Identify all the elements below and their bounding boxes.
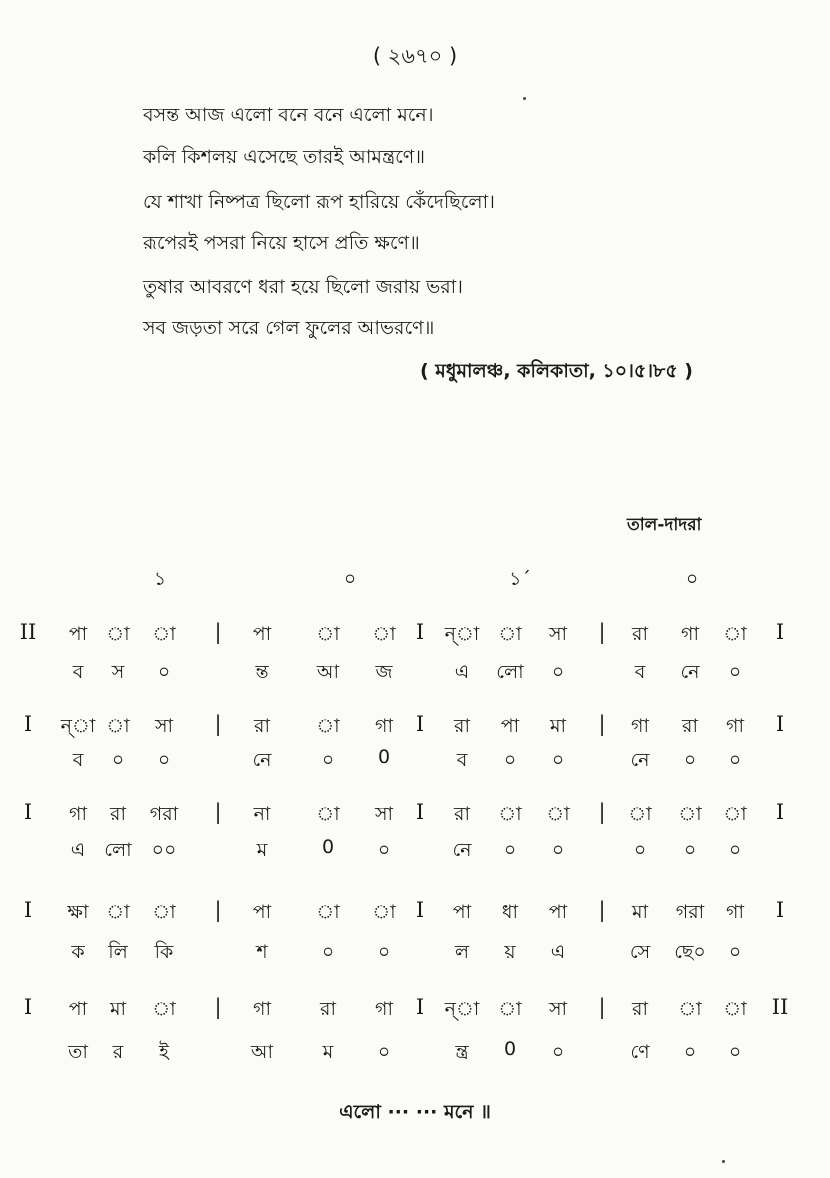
swara-note: া: [498, 623, 522, 645]
swara-note: া: [498, 803, 522, 825]
lyric-syllable: ০: [321, 941, 335, 963]
lyric-syllable: ব: [72, 661, 84, 683]
lyric-syllable: ন্ত্র: [455, 1041, 469, 1063]
swara-note: পা: [68, 998, 88, 1020]
lyric-syllable: ব: [72, 749, 84, 771]
lyric-syllable: ০: [551, 839, 565, 861]
swara-note: সা: [548, 623, 568, 645]
swara-note: া: [723, 623, 747, 645]
lyric-syllable: শ: [256, 941, 268, 963]
swara-note: গরা: [149, 803, 179, 825]
syllable-row: [0, 658, 830, 694]
swara-note: গা: [253, 998, 271, 1020]
lyric-syllable: ন্ত: [255, 661, 269, 683]
lyric-syllable: ব: [456, 749, 468, 771]
swara-note: ক্ষা: [67, 901, 89, 923]
swara-note: া: [546, 803, 570, 825]
beat-mark: ০: [343, 568, 357, 590]
swara-note: ধা: [501, 901, 519, 923]
swara-note: পা: [548, 901, 568, 923]
bar-line: I: [775, 620, 785, 644]
bar-line: II: [771, 995, 789, 1019]
swara-note: রা: [682, 715, 698, 737]
lyric-syllable: ০: [683, 1041, 697, 1063]
lyric-line: তুষার আবরণে ধরা হয়ে ছিলো জরায় ভরা।: [143, 276, 463, 298]
swara-note: গা: [681, 623, 699, 645]
bar-line: |: [598, 712, 606, 736]
lyric-line: সব জড়তা সরে গেল ফুলের আভরণে॥: [143, 317, 435, 339]
closing-line: এলো ··· ··· মনে ॥: [339, 1101, 491, 1123]
lyric-syllable: ০: [321, 749, 335, 771]
lyric-syllable: ০: [728, 749, 742, 771]
lyric-syllable: আ: [250, 1041, 274, 1063]
bar-line: II: [19, 620, 37, 644]
tala-label: তাল-দাদরা: [627, 515, 702, 535]
swara-note: রা: [254, 715, 270, 737]
swara-note: গা: [375, 715, 393, 737]
lyric-line: কলি কিশলয় এসেছে তারই আমন্ত্রণে॥: [143, 146, 426, 168]
swara-note: া: [372, 623, 396, 645]
lyric-syllable: ০: [157, 749, 171, 771]
lyric-syllable: ০: [683, 839, 697, 861]
lyric-syllable: লো: [496, 661, 524, 683]
lyric-syllable: ০: [377, 941, 391, 963]
swara-note: রা: [454, 803, 470, 825]
lyric-syllable: এ: [70, 839, 86, 861]
swara-note: া: [723, 803, 747, 825]
swara-note: পা: [500, 715, 520, 737]
source-citation: ( মধুমালঞ্চ, কলিকাতা, ১০।৫।৮৫ ): [420, 360, 693, 382]
lyric-syllable: এ: [550, 941, 566, 963]
lyric-syllable: নে: [630, 749, 650, 771]
lyric-syllable: ০: [377, 839, 391, 861]
lyric-syllable: লি: [108, 941, 128, 963]
swara-row: [0, 995, 830, 1031]
bar-line: |: [214, 712, 222, 736]
swara-note: া: [316, 623, 340, 645]
beat-mark: ১: [153, 568, 167, 590]
swara-note: া: [628, 803, 652, 825]
bar-line: |: [598, 800, 606, 824]
lyric-syllable: ০: [503, 839, 517, 861]
swara-note: রা: [632, 998, 648, 1020]
swara-note: গা: [631, 715, 649, 737]
swara-note: সা: [374, 803, 394, 825]
swara-row: [0, 712, 830, 748]
lyric-syllable: লো: [104, 839, 132, 861]
lyric-syllable: আ: [316, 661, 340, 683]
lyric-syllable: ০: [377, 1041, 391, 1063]
bar-line: I: [415, 712, 425, 736]
swara-note: না: [253, 803, 271, 825]
lyric-syllable: ছে০: [674, 941, 706, 963]
swara-note: া: [678, 803, 702, 825]
lyric-syllable: তা: [68, 1041, 88, 1063]
lyric-syllable: নে: [680, 661, 700, 683]
lyric-syllable: ক: [71, 941, 85, 963]
lyric-syllable: ণে: [630, 1041, 650, 1063]
bar-line: I: [23, 800, 33, 824]
swara-note: পা: [252, 901, 272, 923]
lyric-syllable: নে: [452, 839, 472, 861]
lyric-syllable: 0: [321, 836, 335, 858]
swara-note: া: [152, 901, 176, 923]
bar-line: |: [214, 800, 222, 824]
page-number: ( ২৬৭০ ): [372, 44, 458, 68]
lyric-syllable: ০: [683, 749, 697, 771]
lyric-syllable: 0: [503, 1038, 517, 1060]
lyric-syllable: স: [111, 661, 125, 683]
swara-row: [0, 620, 830, 656]
lyric-syllable: জ: [375, 661, 393, 683]
swara-note: ন্া: [60, 715, 96, 737]
lyric-syllable: ০: [728, 661, 742, 683]
lyric-syllable: ল: [454, 941, 470, 963]
swara-note: া: [723, 998, 747, 1020]
swara-note: মা: [109, 998, 127, 1020]
swara-note: া: [152, 623, 176, 645]
lyric-syllable: ০: [551, 661, 565, 683]
bar-line: I: [775, 898, 785, 922]
swara-note: া: [106, 623, 130, 645]
swara-note: রা: [110, 803, 126, 825]
swara-note: ন্া: [444, 998, 480, 1020]
lyric-syllable: ০: [633, 839, 647, 861]
bar-line: I: [415, 995, 425, 1019]
swara-note: রা: [454, 715, 470, 737]
swara-note: মা: [549, 715, 567, 737]
beat-mark: ০: [685, 568, 699, 590]
swara-note: া: [372, 901, 396, 923]
bar-line: I: [23, 712, 33, 736]
lyric-syllable: ০: [728, 941, 742, 963]
lyric-syllable: নে: [252, 749, 272, 771]
lyric-syllable: ০: [111, 749, 125, 771]
lyric-syllable: 0: [377, 746, 391, 768]
lyric-syllable: য়: [504, 941, 516, 963]
swara-note: মা: [631, 901, 649, 923]
lyric-syllable: কি: [154, 941, 174, 963]
swara-note: রা: [632, 623, 648, 645]
swara-note: সা: [548, 998, 568, 1020]
lyric-syllable: ম: [256, 839, 268, 861]
swara-note: া: [678, 998, 702, 1020]
lyric-syllable: ০: [551, 749, 565, 771]
lyric-syllable: ০: [503, 749, 517, 771]
swara-note: া: [316, 715, 340, 737]
swara-note: গা: [375, 998, 393, 1020]
swara-note: সা: [154, 715, 174, 737]
syllable-row: [0, 746, 830, 782]
syllable-row: [0, 938, 830, 974]
bar-line: |: [598, 620, 606, 644]
syllable-row: [0, 1038, 830, 1074]
bar-line: |: [214, 620, 222, 644]
swara-note: গরা: [675, 901, 705, 923]
lyric-line: রূপেরই পসরা নিয়ে হাসে প্রতি ক্ষণে॥: [143, 232, 420, 254]
swara-note: া: [152, 998, 176, 1020]
lyric-line: যে শাখা নিষ্পত্র ছিলো রূপ হারিয়ে কেঁদেছিলো।: [143, 191, 495, 213]
lyric-syllable: র: [112, 1041, 124, 1063]
bar-line: I: [23, 995, 33, 1019]
bar-line: |: [214, 898, 222, 922]
swara-note: পা: [68, 623, 88, 645]
paper-speck: [523, 97, 526, 100]
bar-line: I: [775, 800, 785, 824]
swara-note: া: [106, 715, 130, 737]
swara-note: পা: [452, 901, 472, 923]
swara-row: [0, 800, 830, 836]
lyric-syllable: ম: [322, 1041, 334, 1063]
bar-line: I: [23, 898, 33, 922]
swara-note: রা: [320, 998, 336, 1020]
bar-line: |: [214, 995, 222, 1019]
lyric-syllable: ই: [159, 1041, 169, 1063]
bar-line: I: [415, 800, 425, 824]
swara-note: া: [316, 901, 340, 923]
lyric-syllable: সে: [629, 941, 651, 963]
swara-note: পা: [252, 623, 272, 645]
lyric-syllable: ০: [728, 1041, 742, 1063]
lyric-syllable: ব: [634, 661, 646, 683]
swara-note: া: [316, 803, 340, 825]
swara-row: [0, 898, 830, 934]
swara-note: গা: [69, 803, 87, 825]
swara-note: া: [498, 998, 522, 1020]
lyric-syllable: ০: [157, 661, 171, 683]
lyric-syllable: ০: [728, 839, 742, 861]
lyric-syllable: ০: [551, 1041, 565, 1063]
paper-speck: [722, 1160, 725, 1163]
lyric-line: বসন্ত আজ এলো বনে বনে এলো মনে।: [143, 104, 434, 126]
bar-line: I: [775, 712, 785, 736]
bar-line: |: [598, 995, 606, 1019]
bar-line: I: [415, 898, 425, 922]
beat-mark: ১´: [509, 568, 531, 590]
swara-note: ন্া: [444, 623, 480, 645]
swara-note: গা: [726, 901, 744, 923]
swara-note: গা: [726, 715, 744, 737]
bar-line: |: [598, 898, 606, 922]
bar-line: I: [415, 620, 425, 644]
lyric-syllable: ০০: [151, 839, 177, 861]
swara-note: া: [106, 901, 130, 923]
syllable-row: [0, 836, 830, 872]
lyric-syllable: এ: [454, 661, 470, 683]
